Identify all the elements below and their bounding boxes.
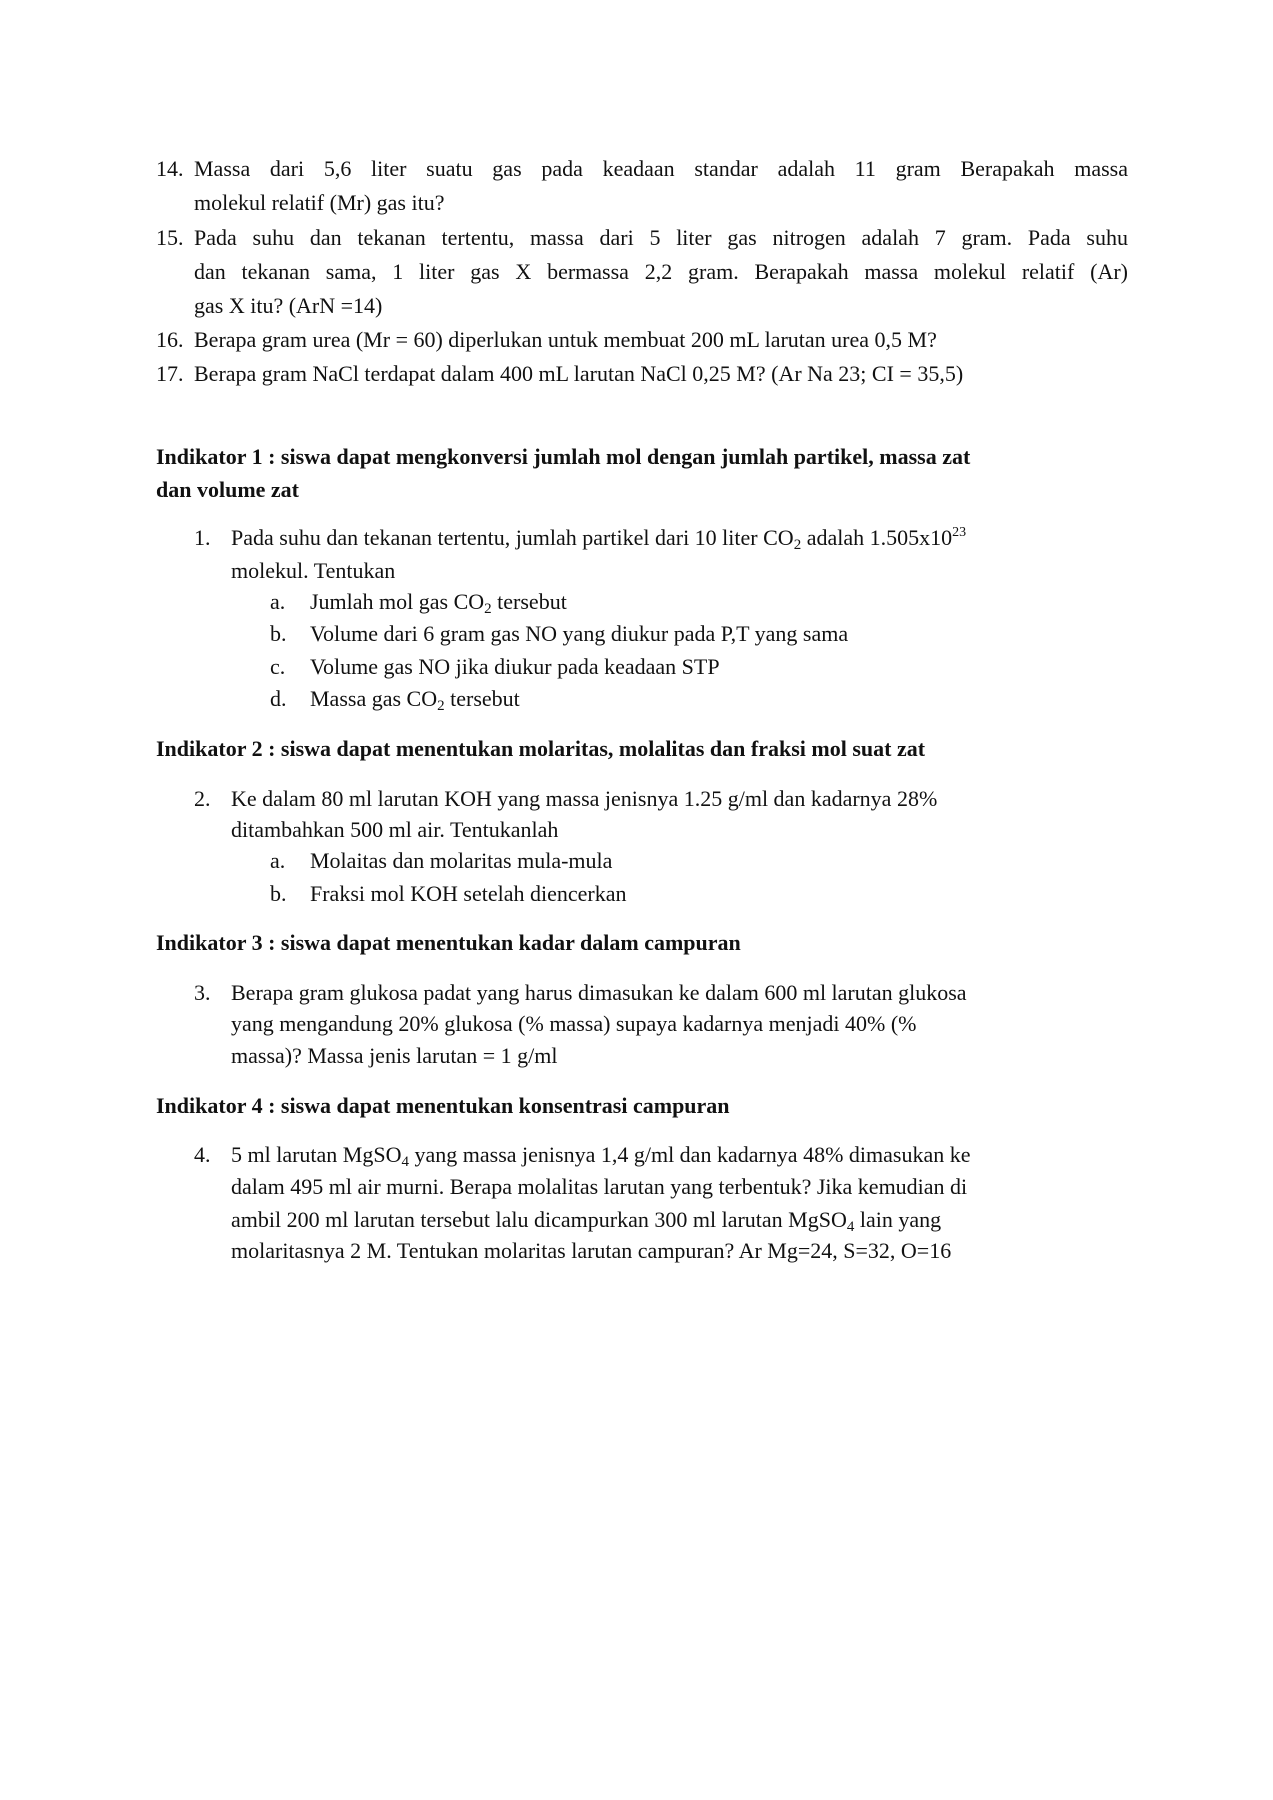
- question-text: dalam 495 ml air murni. Berapa molalitas larutan yang terbentuk? Jika kemudian di: [231, 1174, 968, 1199]
- question-text: Pada suhu dan tekanan tertentu, jumlah partikel dari 10 liter $CO_2$ adalah $1.505x10^{23}$: [231, 525, 967, 553]
- question-text: Pada suhu dan tekanan tertentu, massa dari 5 liter gas nitrogen adalah 7 gram. Pada suhu: [194, 225, 1128, 250]
- sub-letter: a.: [270, 848, 286, 873]
- question-text: massa)? Massa jenis larutan = 1 g/ml: [231, 1043, 558, 1068]
- question-text: Berapa gram glukosa padat yang harus dimasukan ke dalam 600 ml larutan glukosa: [231, 980, 967, 1005]
- question-text: Berapa gram NaCl terdapat dalam 400 mL larutan NaCl 0,25 M? (Ar Na 23; CI = 35,5): [194, 361, 964, 386]
- list-number: 14.: [156, 156, 184, 181]
- list-number: 1.: [194, 525, 211, 550]
- list-number: 15.: [156, 225, 184, 250]
- sub-item-text: Volume dari 6 gram gas NO yang diukur pada P,T yang sama: [310, 621, 849, 646]
- sub-item-text: Fraksi mol KOH setelah diencerkan: [310, 881, 627, 906]
- indikator-3-heading: Indikator 3 : siswa dapat menentukan kadar dalam campuran: [156, 930, 741, 955]
- question-text: ambil 200 ml larutan tersebut lalu dicampurkan 300 ml larutan MgSO$_4$ lain yang: [231, 1207, 942, 1235]
- question-text: yang mengandung 20% glukosa (% massa) supaya kadarnya menjadi 40% (%: [231, 1011, 917, 1036]
- question-text: dan tekanan sama, 1 liter gas X bermassa 2,2 gram. Berapakah massa molekul relatif (Ar): [194, 259, 1128, 284]
- question-text: molekul relatif (Mr) gas itu?: [194, 190, 445, 215]
- indikator-1-heading-cont: dan volume zat: [156, 477, 299, 502]
- sub-letter: a.: [270, 589, 286, 614]
- sub-item-text: Massa gas $CO_2$ tersebut: [310, 686, 520, 714]
- question-text: molekul. Tentukan: [231, 558, 396, 583]
- question-text: ditambahkan 500 ml air. Tentukanlah: [231, 817, 559, 842]
- list-number: 4.: [194, 1142, 211, 1167]
- sub-letter: c.: [270, 654, 286, 679]
- question-text: 5 ml larutan MgSO$_4$ yang massa jenisnya 1,4 g/ml dan kadarnya 48% dimasukan ke: [231, 1142, 971, 1170]
- list-number: 17.: [156, 361, 184, 386]
- question-text: molaritasnya 2 M. Tentukan molaritas larutan campuran? Ar Mg=24, S=32, O=16: [231, 1238, 952, 1263]
- sub-letter: b.: [270, 621, 287, 646]
- sub-item-text: Molaitas dan molaritas mula-mula: [310, 848, 613, 873]
- list-number: 2.: [194, 786, 211, 811]
- sub-item-text: Volume gas NO jika diukur pada keadaan STP: [310, 654, 720, 679]
- list-number: 16.: [156, 327, 184, 352]
- indikator-2-heading: Indikator 2 : siswa dapat menentukan molaritas, molalitas dan fraksi mol suat zat: [156, 736, 926, 761]
- sub-item-text: Jumlah mol gas $CO_2$ tersebut: [310, 589, 567, 617]
- question-text: Ke dalam 80 ml larutan KOH yang massa jenisnya 1.25 g/ml dan kadarnya 28%: [231, 786, 938, 811]
- indikator-1-heading: Indikator 1 : siswa dapat mengkonversi jumlah mol dengan jumlah partikel, massa zat: [156, 444, 971, 469]
- sub-letter: d.: [270, 686, 287, 711]
- sub-letter: b.: [270, 881, 287, 906]
- question-text: Massa dari 5,6 liter suatu gas pada keadaan standar adalah 11 gram Berapakah massa: [194, 156, 1128, 181]
- question-text: gas X itu? (ArN =14): [194, 293, 383, 318]
- list-number: 3.: [194, 980, 211, 1005]
- question-text: Berapa gram urea (Mr = 60) diperlukan untuk membuat 200 mL larutan urea 0,5 M?: [194, 327, 937, 352]
- indikator-4-heading: Indikator 4 : siswa dapat menentukan konsentrasi campuran: [156, 1093, 730, 1118]
